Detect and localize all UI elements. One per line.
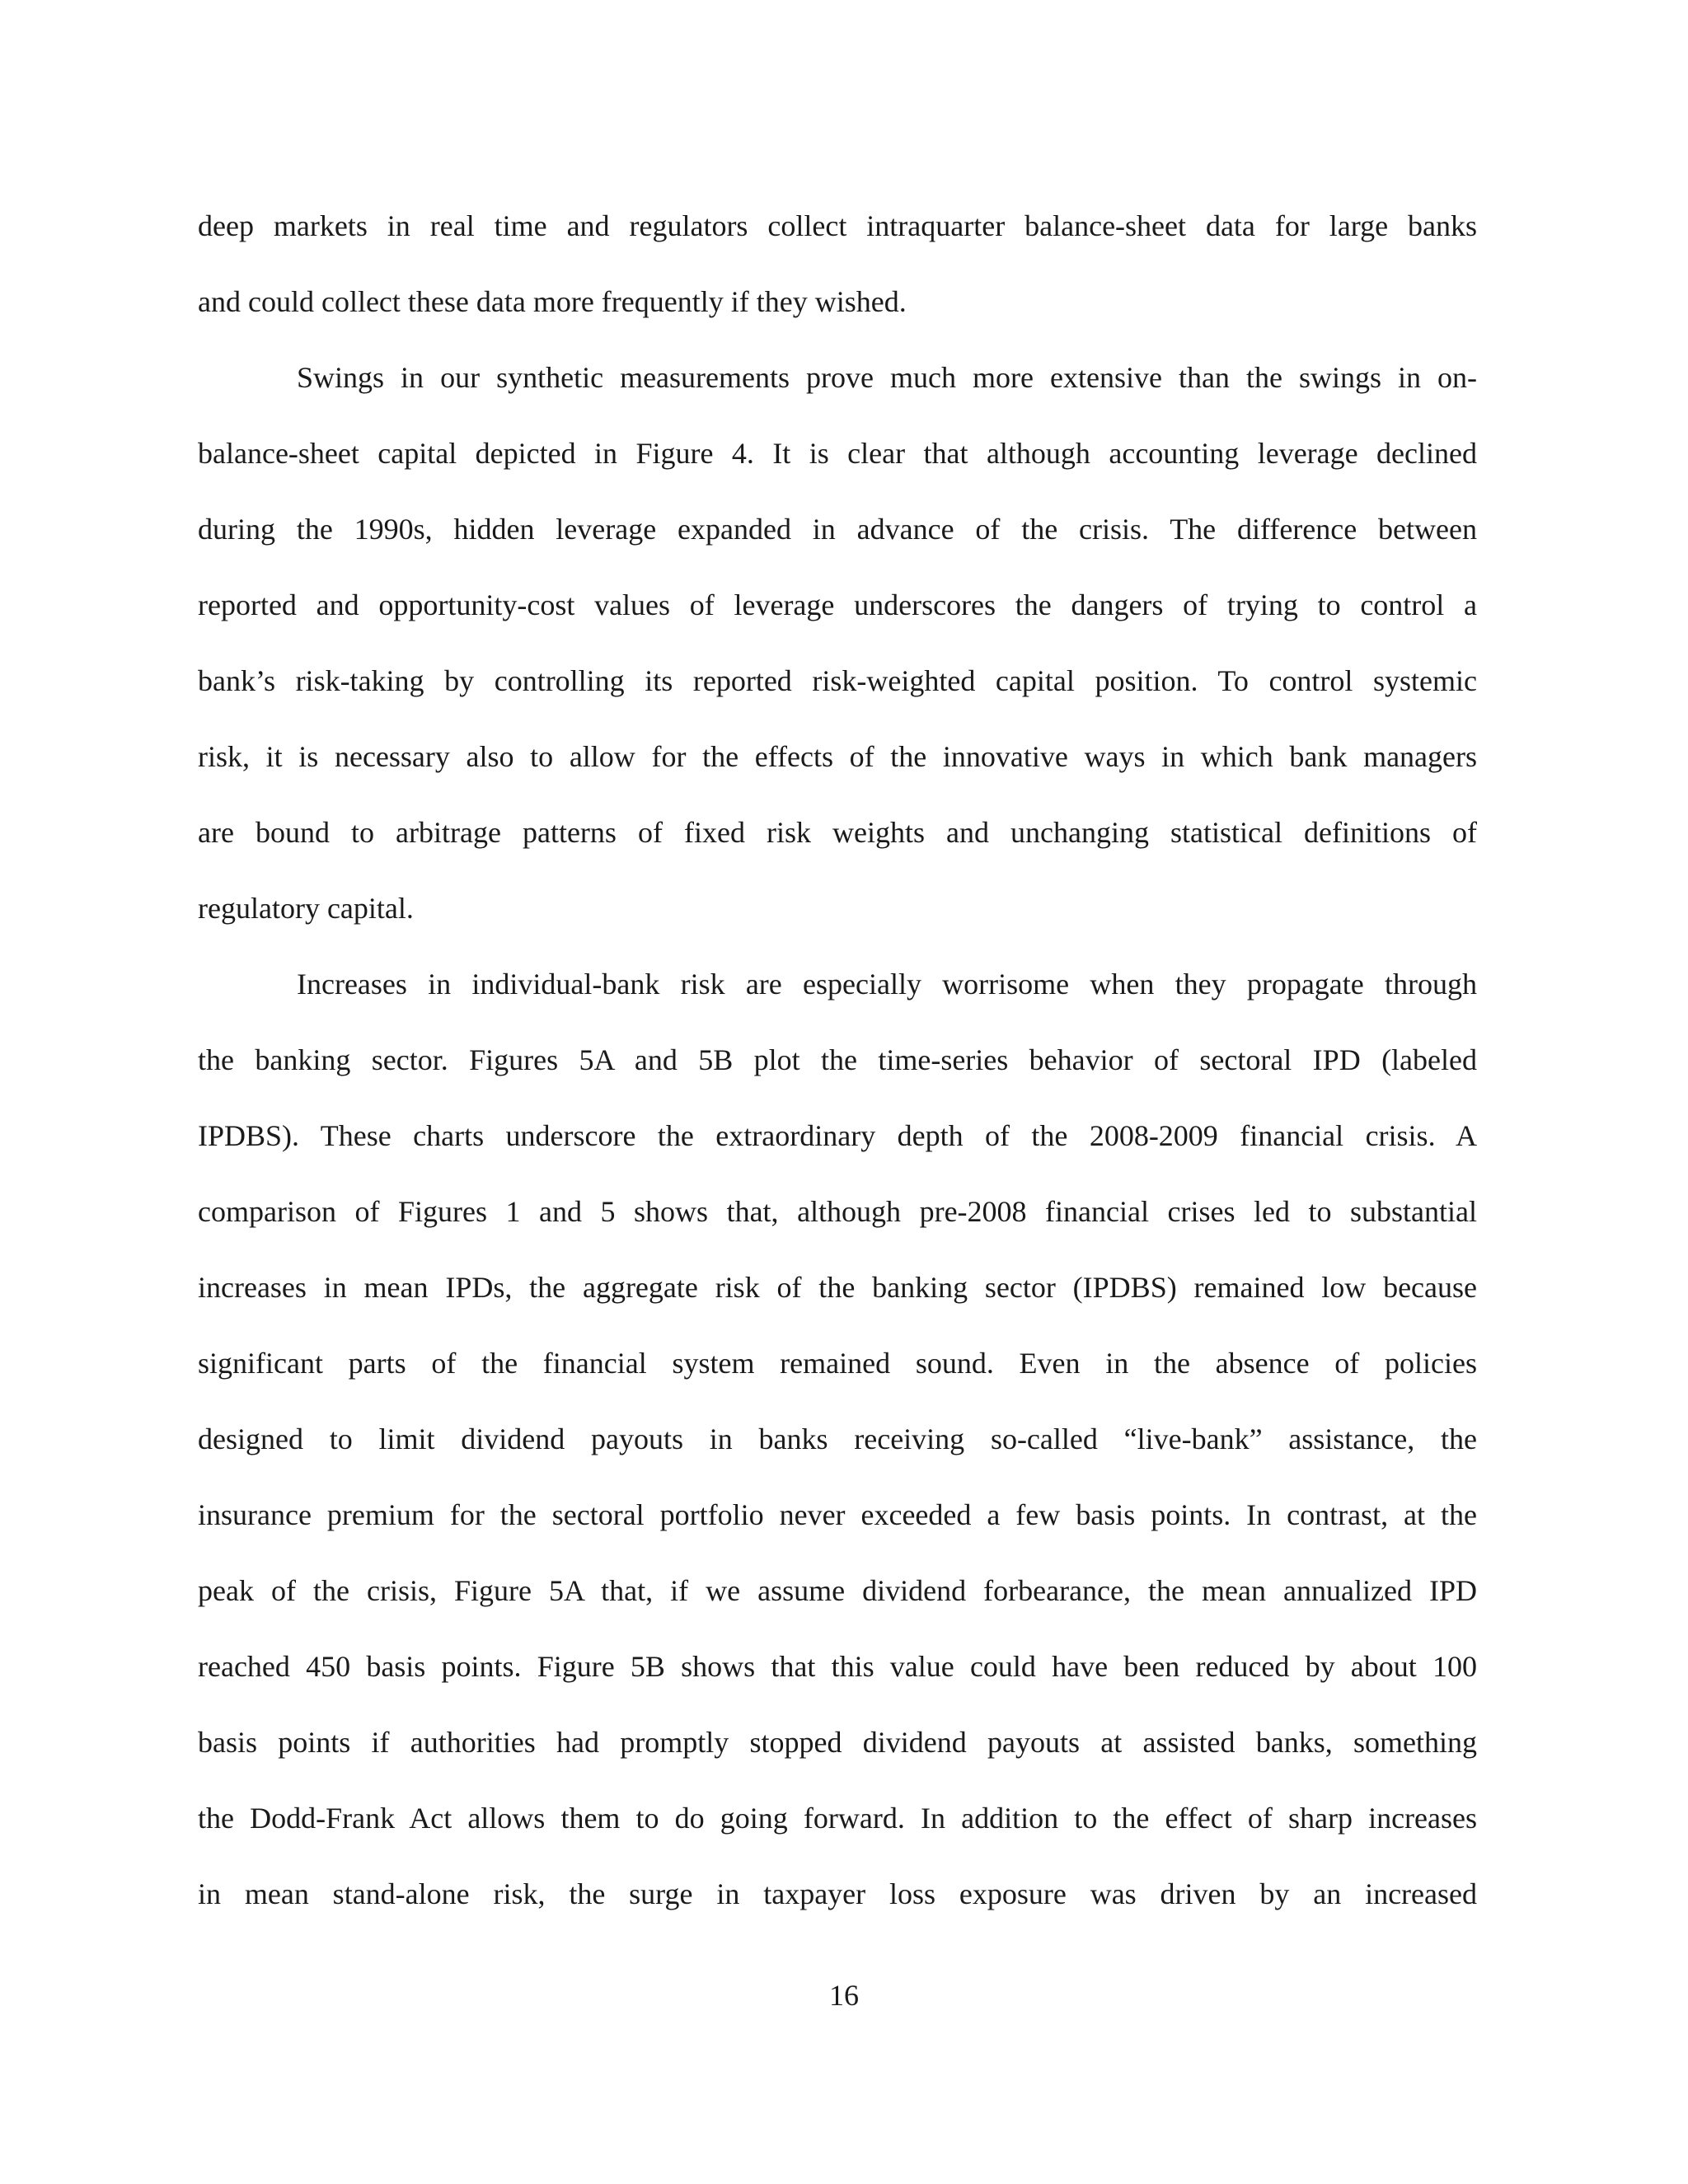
text-line: reached 450 basis points. Figure 5B shows that this value could have been reduced by about 100 xyxy=(198,1650,1477,1683)
text-line: risk, it is necessary also to allow for the effects of the innovative ways in which bank managers xyxy=(198,740,1477,773)
text-line: regulatory capital. xyxy=(198,892,414,925)
text-line: IPDBS). These charts underscore the extraordinary depth of the 2008-2009 financial crisis. A xyxy=(198,1119,1477,1152)
text-line: bank’s risk-taking by controlling its reported risk-weighted capital position. To control systemic xyxy=(198,664,1477,697)
text-line: comparison of Figures 1 and 5 shows that, although pre-2008 financial crises led to substantial xyxy=(198,1195,1477,1228)
text-line: reported and opportunity-cost values of leverage underscores the dangers of trying to control a xyxy=(198,588,1477,621)
text-line: peak of the crisis, Figure 5A that, if we assume dividend forbearance, the mean annualized IPD xyxy=(198,1574,1477,1607)
text-line: significant parts of the financial system remained sound. Even in the absence of policies xyxy=(198,1347,1477,1380)
text-line: in mean stand-alone risk, the surge in taxpayer loss exposure was driven by an increased xyxy=(198,1877,1477,1910)
body-text xyxy=(198,188,1477,1932)
text-line: Swings in our synthetic measurements prove much more extensive than the swings in on- xyxy=(297,361,1477,394)
text-line: increases in mean IPDs, the aggregate risk of the banking sector (IPDBS) remained low because xyxy=(198,1271,1477,1304)
text-line: deep markets in real time and regulators collect intraquarter balance-sheet data for large banks xyxy=(198,209,1477,242)
text-line: balance-sheet capital depicted in Figure 4. It is clear that although accounting leverage declined xyxy=(198,437,1477,470)
text-line: basis points if authorities had promptly stopped dividend payouts at assisted banks, something xyxy=(198,1726,1477,1759)
text-line: designed to limit dividend payouts in banks receiving so-called “live-bank” assistance, the xyxy=(198,1422,1477,1455)
text-line: and could collect these data more frequently if they wished. xyxy=(198,285,907,318)
page-number: 16 xyxy=(829,1979,859,2012)
text-line: the banking sector. Figures 5A and 5B plot the time-series behavior of sectoral IPD (labeled xyxy=(198,1043,1477,1076)
text-line: the Dodd-Frank Act allows them to do going forward. In addition to the effect of sharp increases xyxy=(198,1802,1477,1835)
text-line: Increases in individual-bank risk are especially worrisome when they propagate through xyxy=(297,968,1477,1001)
text-line: during the 1990s, hidden leverage expanded in advance of the crisis. The difference between xyxy=(198,513,1477,546)
text-line: are bound to arbitrage patterns of fixed risk weights and unchanging statistical definitions of xyxy=(198,816,1477,849)
text-line: insurance premium for the sectoral portfolio never exceeded a few basis points. In contrast, at the xyxy=(198,1498,1477,1531)
